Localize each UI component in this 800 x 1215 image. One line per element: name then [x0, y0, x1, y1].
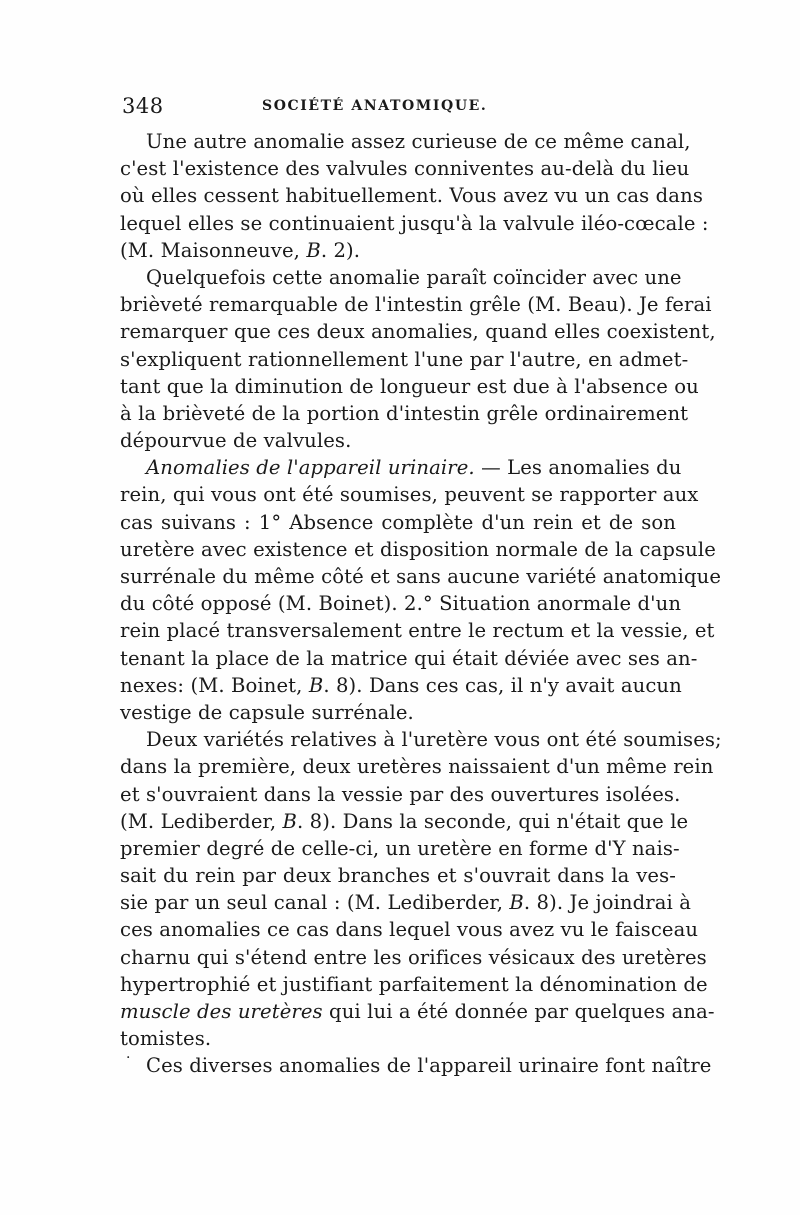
text-line — [120, 346, 689, 373]
text-line — [120, 1025, 676, 1052]
text-line — [120, 590, 682, 617]
body-text — [120, 128, 722, 1080]
text-line — [120, 862, 676, 889]
line-text: . 8). Dans la seconde, qui n'était que le — [297, 809, 689, 833]
line-text: surrénale du même côté et sans aucune variété anatomique — [120, 565, 722, 588]
line-text: où elles cessent habituellement. Vous avez vu un cas dans — [120, 184, 703, 208]
line-text: premier degré de celle-ci, un uretère en forme d'Y nais- — [120, 836, 680, 860]
text-line — [120, 264, 682, 291]
text-line — [120, 808, 689, 835]
text-line — [120, 645, 698, 672]
text-line — [120, 617, 715, 644]
text-line — [120, 509, 676, 536]
running-head: SOCIÉTÉ ANATOMIQUE. — [262, 98, 488, 114]
text-line — [120, 835, 680, 862]
text-line — [120, 400, 689, 427]
italic-text: B — [509, 891, 524, 915]
text-line — [120, 889, 692, 916]
text-line — [120, 563, 722, 590]
text-line — [120, 481, 699, 508]
text-line — [120, 699, 676, 726]
page-header — [122, 94, 682, 120]
text-line — [120, 182, 703, 209]
line-text: sie par un seul canal : (M. Lediberder, — [120, 891, 510, 915]
line-text: nexes: (M. Boinet, — [120, 673, 309, 697]
text-line — [120, 536, 716, 563]
text-line — [120, 781, 681, 808]
line-text: (M. Maisonneuve, — [120, 238, 307, 262]
text-line — [120, 672, 682, 699]
line-text: à la brièveté de la portion d'intestin grêle ordinairement — [120, 401, 689, 425]
line-text: uretère avec existence et disposition normale de la capsule — [120, 537, 716, 561]
line-text: brièveté remarquable de l'intestin grêle (M. Beau). Je ferai — [120, 293, 712, 317]
italic-text: B — [306, 238, 321, 262]
line-text: vestige de capsule surrénale. — [120, 700, 414, 724]
italic-text: Anomalies de l'appareil urinaire. — [146, 456, 475, 480]
line-text: (M. Lediberder, — [120, 809, 283, 833]
page-number: 348 — [122, 94, 164, 118]
text-line — [120, 998, 715, 1025]
text-line — [120, 210, 709, 237]
line-text: . 8). Dans ces cas, il n'y avait aucun — [323, 673, 682, 697]
italic-text: muscle des uretères — [120, 1000, 323, 1023]
line-text: Deux variétés relatives à l'uretère vous ont été soumises; — [146, 728, 722, 752]
line-text: sait du rein par deux branches et s'ouvrait dans la ves- — [120, 864, 676, 888]
line-text: tenant la place de la matrice qui était déviée avec ses an- — [120, 646, 698, 670]
line-text: . 8). Je joindrai à — [523, 891, 692, 915]
line-text: tant que la diminution de longueur est due à l'absence ou — [120, 374, 699, 398]
text-line — [120, 726, 722, 753]
line-text: du côté opposé (M. Boinet). 2.° Situation anormale d'un — [120, 592, 682, 616]
line-text: Une autre anomalie assez curieuse de ce même canal, — [146, 130, 691, 153]
line-text: remarquer que ces deux anomalies, quand elles coexistent, — [120, 320, 716, 344]
line-text: Ces diverses anomalies de l'appareil urinaire font naître — [146, 1054, 712, 1078]
line-text: dépourvue de valvules. — [120, 429, 352, 453]
line-text: . 2). — [320, 238, 361, 262]
line-text: c'est l'existence des valvules conniventes au-delà du lieu — [120, 157, 690, 181]
text-line — [120, 237, 676, 264]
text-line — [120, 155, 690, 182]
line-text: hypertrophié et justifiant parfaitement la dénomination de — [120, 972, 708, 996]
text-line — [120, 454, 682, 481]
line-text: s'expliquent rationnellement l'une par l'autre, en admet- — [120, 347, 689, 371]
margin-dot: · — [126, 1050, 131, 1066]
text-line — [120, 1052, 712, 1079]
line-text: — Les anomalies du — [474, 456, 682, 480]
line-text: rein placé transversalement entre le rectum et la vessie, et — [120, 619, 715, 643]
line-text: Quelquefois cette anomalie paraît coïncider avec une — [146, 265, 682, 289]
italic-text: B — [308, 673, 324, 697]
line-text: tomistes. — [120, 1027, 212, 1051]
line-text: qui lui a été donnée par quelques ana- — [322, 1000, 715, 1023]
line-text: et s'ouvraient dans la vessie par des ouvertures isolées. — [120, 782, 681, 806]
text-line — [120, 753, 714, 780]
italic-text: B — [282, 809, 297, 833]
text-line — [120, 318, 716, 345]
line-text: rein, qui vous ont été soumises, peuvent se rapporter aux — [120, 483, 699, 507]
text-line — [120, 916, 699, 943]
line-text: charnu qui s'étend entre les orifices vésicaux des uretères — [120, 945, 707, 969]
text-line — [120, 128, 691, 155]
line-text: lequel elles se continuaient jusqu'à la valvule iléo-cœcale : — [120, 211, 709, 235]
text-line — [120, 944, 707, 971]
line-text: ces anomalies ce cas dans lequel vous avez vu le faisceau — [120, 918, 699, 942]
line-text: cas suivans : 1° Absence complète d'un rein et de son — [120, 510, 676, 534]
text-line — [120, 971, 708, 998]
text-line — [120, 291, 712, 318]
line-text: dans la première, deux uretères naissaient d'un même rein — [120, 755, 714, 779]
text-line — [120, 427, 676, 454]
text-line — [120, 373, 699, 400]
